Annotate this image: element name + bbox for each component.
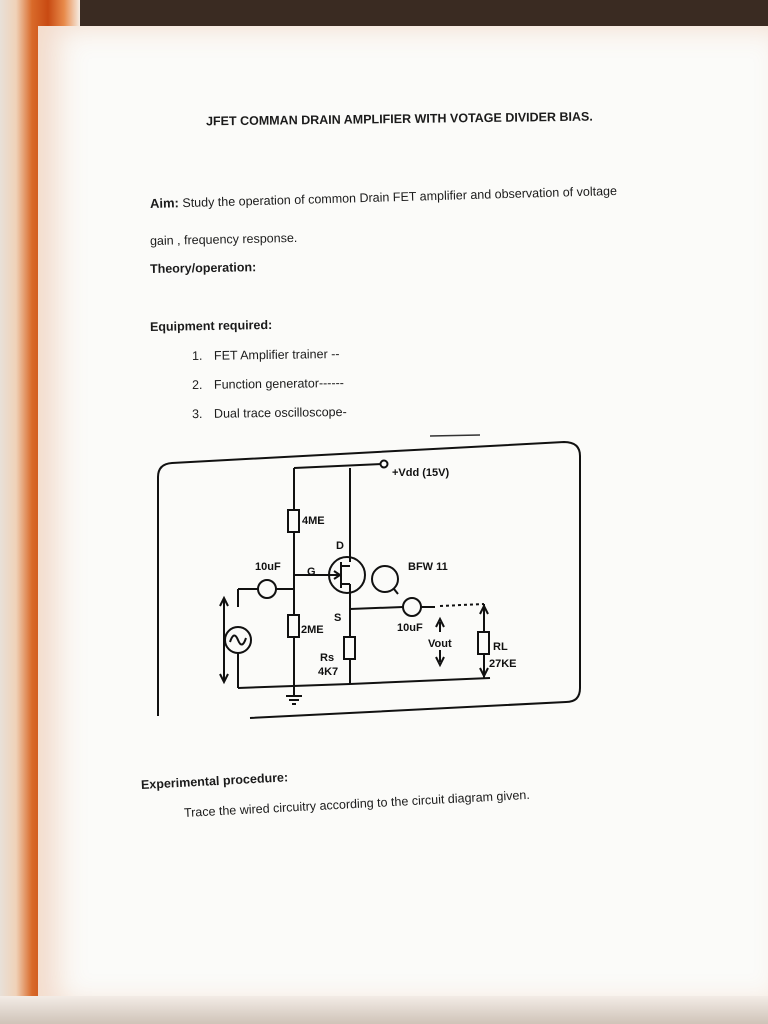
- aim-text-continued: gain , frequency response.: [149, 230, 298, 248]
- fet-label: BFW 11: [408, 561, 448, 573]
- theory-heading: Theory/operation:: [149, 260, 257, 276]
- cin-label: 10uF: [255, 561, 281, 573]
- source-label: S: [334, 612, 342, 624]
- equipment-item-number: 1.: [191, 348, 203, 364]
- page-bottom-edge: [0, 996, 768, 1024]
- resistor-2me: [288, 615, 299, 637]
- aim-text: Study the operation of common Drain FET amplifier and observation of voltage: [182, 183, 618, 211]
- resistor-rs: [344, 637, 355, 659]
- resistor-rl: [478, 632, 489, 654]
- drain-label: D: [336, 540, 344, 552]
- circuit-diagram: [150, 432, 590, 724]
- gate-label: G: [307, 566, 316, 578]
- procedure-heading: Experimental procedure:: [140, 770, 289, 792]
- equipment-item: [192, 347, 340, 363]
- rs-label: Rs: [320, 652, 335, 664]
- rl-value: 27KE: [489, 658, 517, 670]
- output-capacitor: [403, 598, 421, 616]
- equipment-item-text: Function generator------: [213, 375, 344, 392]
- equipment-heading: Equipment required:: [149, 317, 273, 334]
- document-title: JFET COMMAN DRAIN AMPLIFIER WITH VOTAGE DIVIDER BIAS.: [205, 109, 593, 129]
- cout-label: 10uF: [397, 622, 423, 634]
- sine-wave-icon: [230, 635, 246, 644]
- fet-case-outline: [372, 566, 398, 592]
- equipment-item: [192, 376, 344, 392]
- vdd-terminal: [381, 461, 388, 468]
- input-capacitor: [258, 580, 276, 598]
- vout-label: Vout: [428, 638, 452, 650]
- vdd-rail: [294, 464, 382, 468]
- vdd-label: +Vdd (15V): [392, 467, 450, 479]
- r1-label: 4ME: [302, 515, 325, 527]
- aim-label: Aim:: [149, 195, 180, 211]
- equipment-item-number: 3.: [191, 406, 203, 422]
- stray-mark: [430, 435, 480, 436]
- output-wire: [350, 607, 403, 609]
- resistor-4me: [288, 510, 299, 532]
- procedure-text: Trace the wired circuitry according to the circuit diagram given.: [183, 787, 531, 820]
- equipment-item: [192, 405, 347, 421]
- equipment-item-text: Dual trace oscilloscope-: [213, 404, 347, 421]
- fet-case-tab: [394, 589, 398, 594]
- r2-label: 2ME: [301, 624, 324, 636]
- dashed-wire: [440, 604, 484, 606]
- rs-value: 4K7: [318, 666, 339, 678]
- equipment-item-text: FET Amplifier trainer --: [213, 346, 340, 363]
- rl-label: RL: [493, 641, 508, 653]
- equipment-item-number: 2.: [191, 377, 203, 393]
- ground-rail: [350, 678, 490, 684]
